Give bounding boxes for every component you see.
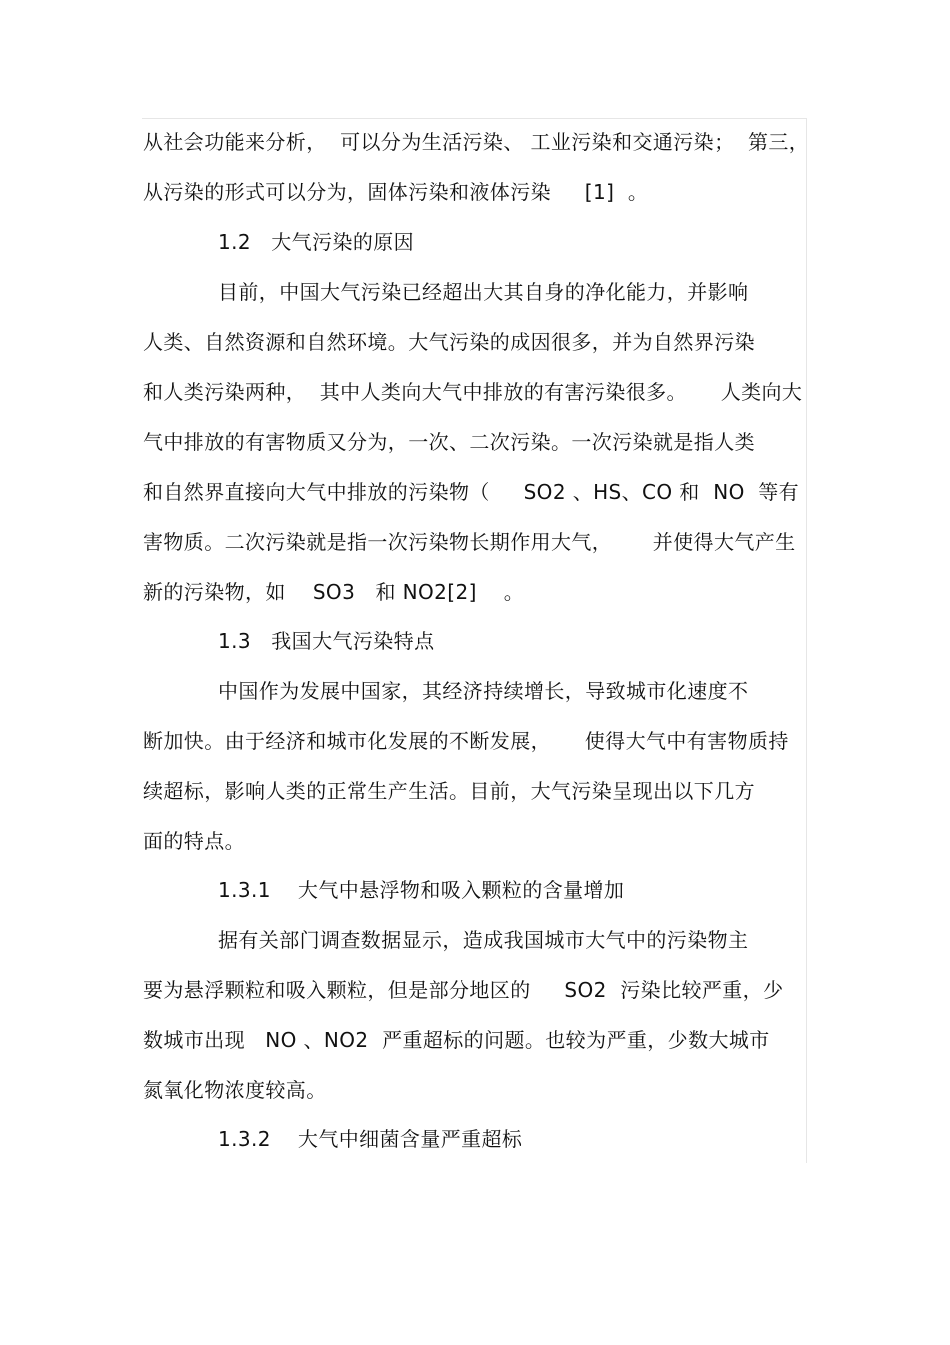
section-heading-1-3-2: 1.3.2 大气中细菌含量严重超标 (218, 1127, 523, 1151)
section-heading-1-3-1: 1.3.1 大气中悬浮物和吸入颗粒的含量增加 (218, 878, 625, 902)
paragraph-line: 断加快。由于经济和城市化发展的不断发展， 使得大气中有害物质持 (143, 729, 789, 753)
paragraph-line: 从社会功能来分析， 可以分为生活污染、 工业污染和交通污染； 第三， (143, 130, 810, 154)
paragraph-line: 数城市出现 NO 、NO2 严重超标的问题。也较为严重，少数大城市 (143, 1028, 770, 1052)
paragraph-line: 续超标，影响人类的正常生产生活。目前，大气污染呈现出以下几方 (143, 779, 755, 803)
section-heading-1-3: 1.3 我国大气污染特点 (218, 629, 435, 653)
paragraph-line: 和人类污染两种， 其中人类向大气中排放的有害污染很多。 人类向大 (143, 380, 803, 404)
paragraph-line: 人类、自然资源和自然环境。大气污染的成因很多，并为自然界污染 (143, 330, 755, 354)
paragraph-line: 氮氧化物浓度较高。 (143, 1078, 327, 1102)
paragraph-line: 害物质。二次污染就是指一次污染物长期作用大气， 并使得大气产生 (143, 530, 796, 554)
paragraph-line: 目前，中国大气污染已经超出大其自身的净化能力，并影响 (218, 280, 749, 304)
paragraph-line: 和自然界直接向大气中排放的污染物（ SO2 、HS、CO 和 NO 等有 (143, 480, 800, 504)
paragraph-line: 面的特点。 (143, 829, 245, 853)
paragraph-line: 据有关部门调查数据显示，造成我国城市大气中的污染物主 (218, 928, 749, 952)
paragraph-line: 新的污染物，如 SO3 和 NO2[2] 。 (143, 580, 525, 604)
paragraph-line: 中国作为发展中国家，其经济持续增长，导致城市化速度不 (218, 679, 749, 703)
section-heading-1-2: 1.2 大气污染的原因 (218, 230, 415, 254)
paragraph-line: 从污染的形式可以分为，固体污染和液体污染 [1] 。 (143, 180, 649, 204)
paragraph-line: 气中排放的有害物质又分为，一次、二次污染。一次污染就是指人类 (143, 430, 755, 454)
paragraph-line: 要为悬浮颗粒和吸入颗粒，但是部分地区的 SO2 污染比较严重，少 (143, 978, 784, 1002)
